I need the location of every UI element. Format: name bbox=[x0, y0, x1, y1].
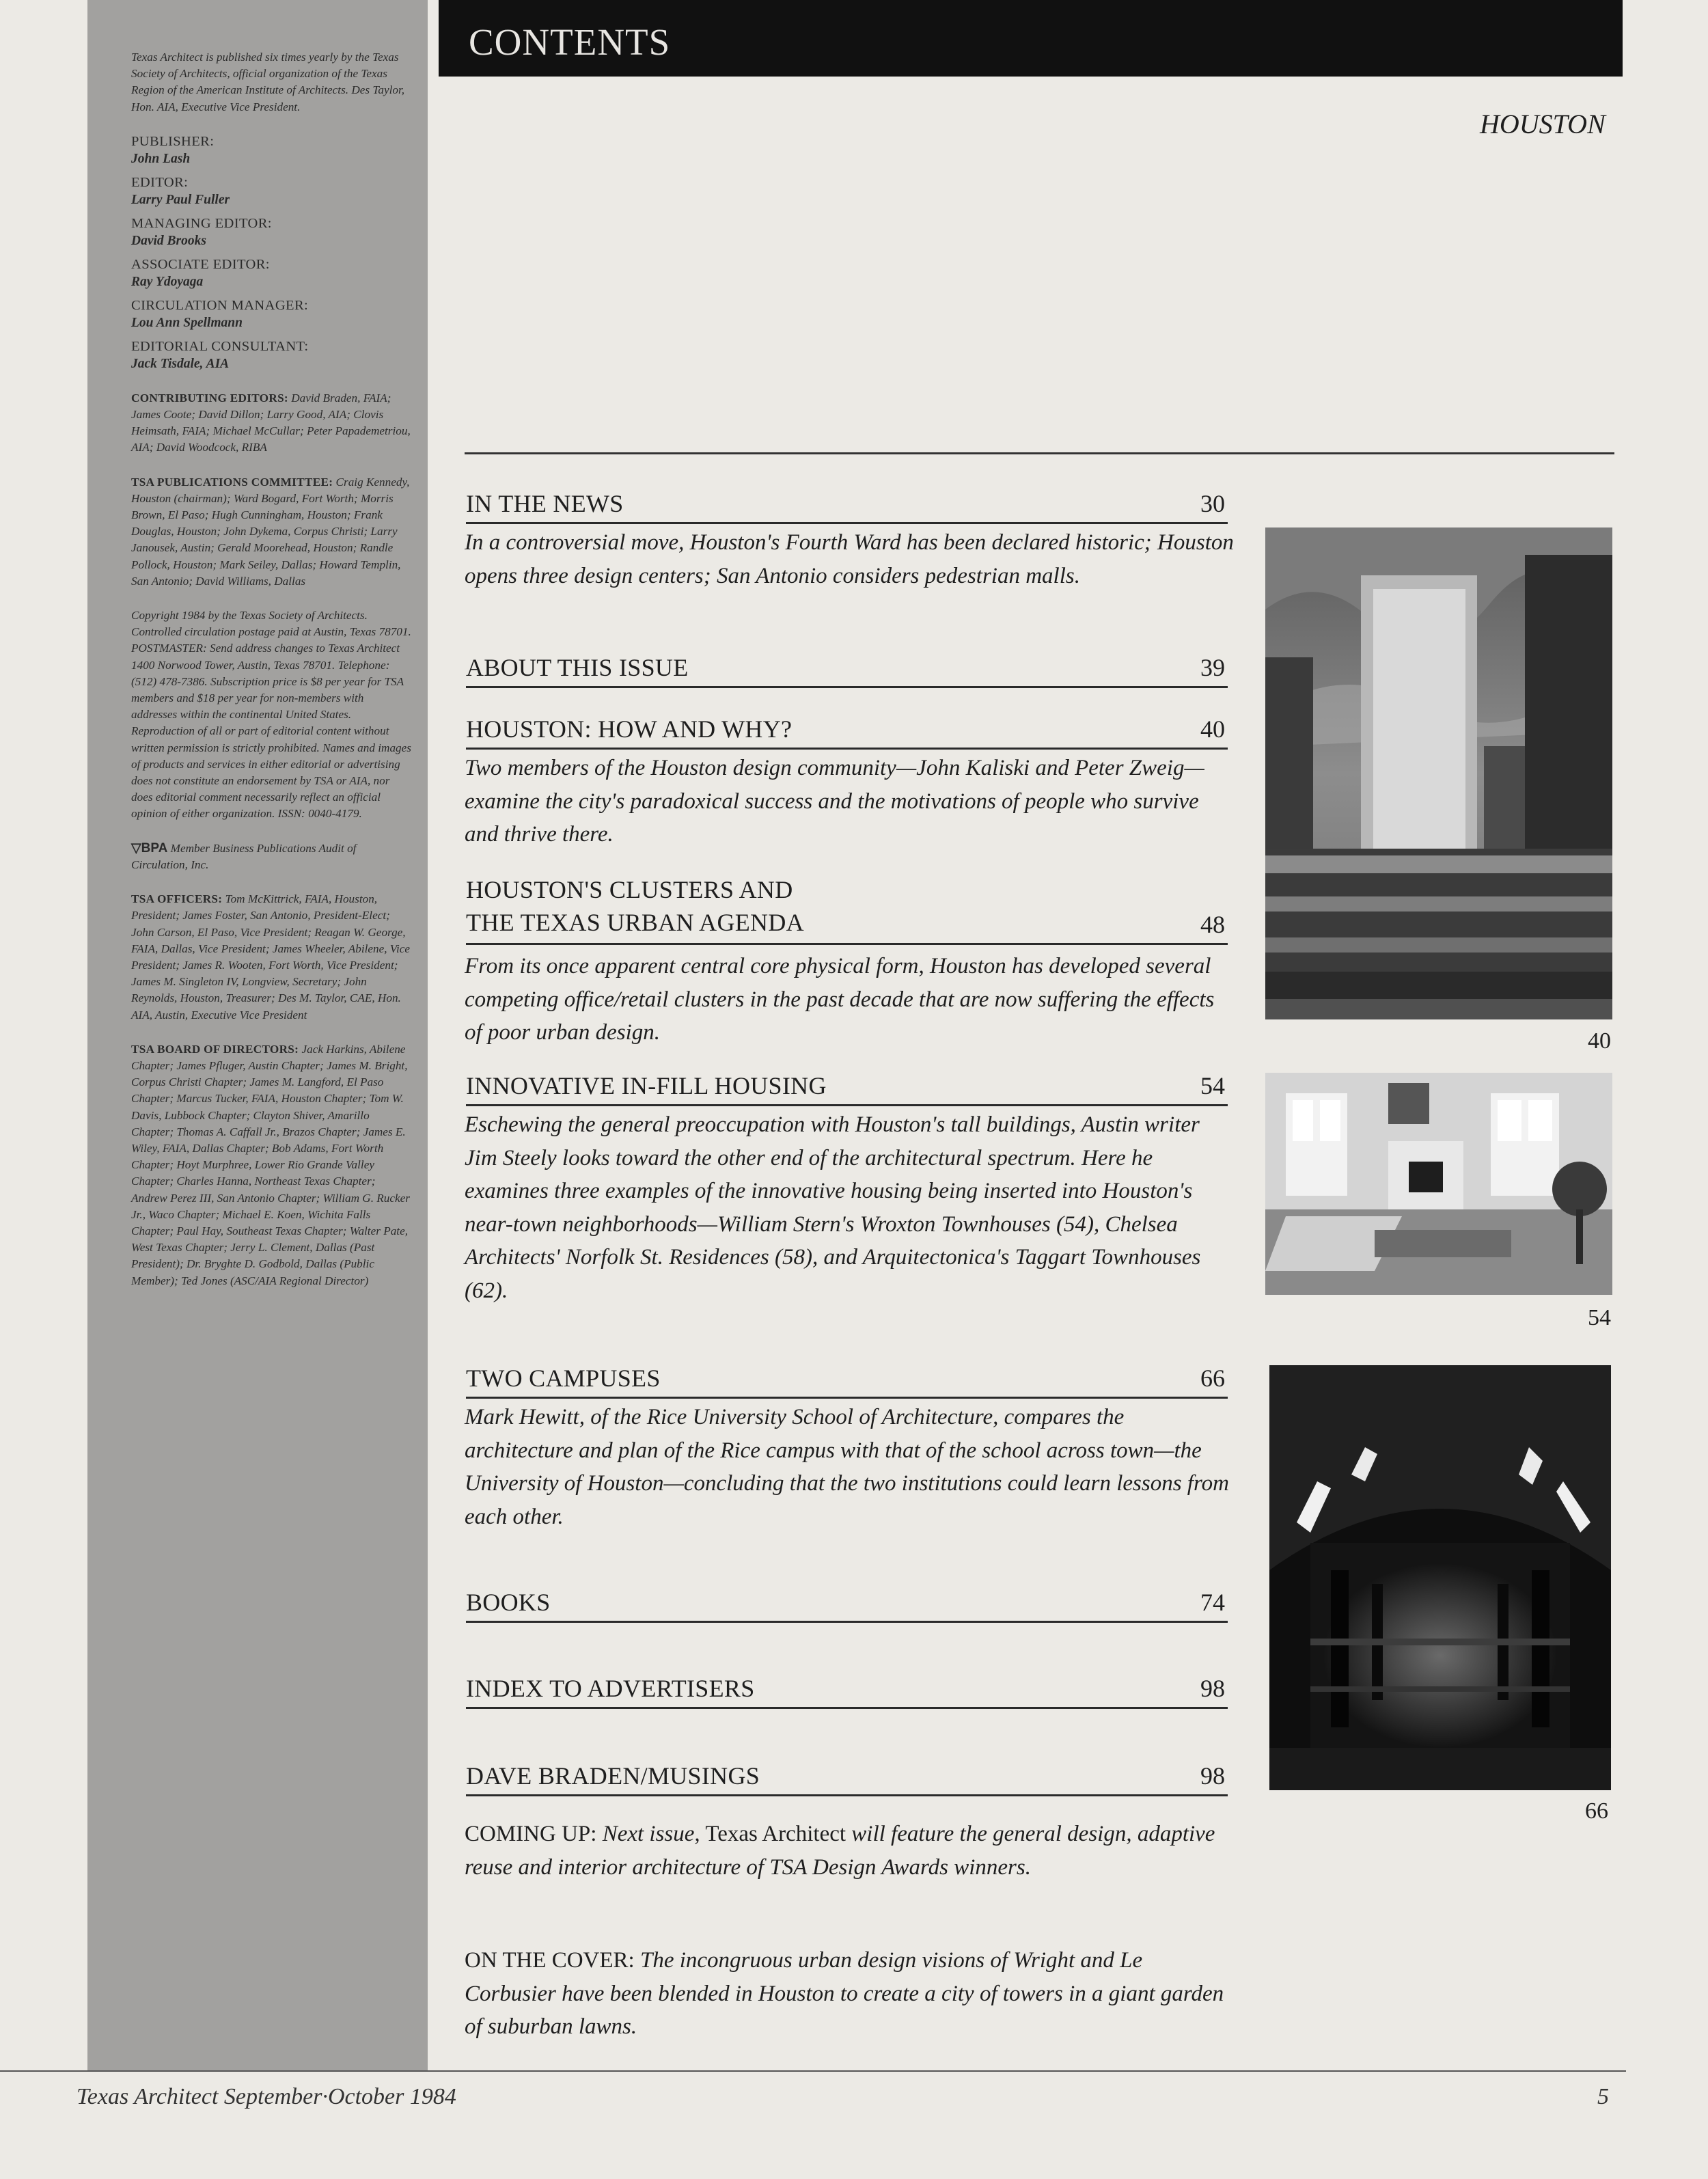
page-title: CONTENTS bbox=[469, 21, 671, 63]
entry-title: DAVE BRADEN/MUSINGS bbox=[466, 1762, 760, 1790]
cover-label: ON THE COVER: bbox=[465, 1948, 635, 1973]
footer-divider bbox=[0, 2070, 1626, 2072]
bpa-label: BPA bbox=[141, 840, 168, 855]
toc-entry-books[interactable] bbox=[466, 1584, 1228, 1623]
toc-entry-in-the-news[interactable] bbox=[466, 485, 1228, 524]
interior-image bbox=[1265, 1073, 1612, 1295]
arcade-image bbox=[1269, 1365, 1611, 1790]
entry-page-number: 66 bbox=[1200, 1365, 1225, 1392]
footer-publication: Texas Architect September·October 1984 bbox=[77, 2084, 456, 2109]
contributing-editors bbox=[131, 390, 411, 456]
entry-page-number: 39 bbox=[1200, 654, 1225, 681]
entry-title bbox=[466, 873, 804, 939]
committee-label: TSA PUBLICATIONS COMMITTEE: bbox=[131, 475, 333, 489]
masthead bbox=[131, 49, 411, 1307]
role-name: Lou Ann Spellmann bbox=[131, 315, 243, 330]
toc-entry-about-this-issue[interactable] bbox=[466, 649, 1228, 688]
contributing-names: David Braden, FAIA; James Coote; David Dillon; Larry Good, AIA; Clovis Heimsath, FAIA; Michael McCullar; Peter Papademetriou, AIA; David Woodcock, RIBA bbox=[131, 391, 411, 454]
magazine-name: Texas Architect bbox=[705, 1822, 846, 1846]
coming-up-note bbox=[465, 1818, 1237, 1884]
role-title: EDITORIAL CONSULTANT: bbox=[131, 338, 309, 354]
on-the-cover-note bbox=[465, 1944, 1237, 2044]
entry-title: INNOVATIVE IN-FILL HOUSING bbox=[466, 1072, 827, 1099]
toc-entry-houston-clusters[interactable] bbox=[466, 875, 1228, 945]
entry-description: Mark Hewitt, of the Rice University School of Architecture, compares the architecture and plan of the Rice campus with that of the school across town—the University of Houston—concluding that the two institutions could learn lessons from each other. bbox=[465, 1405, 1229, 1529]
entry-page-number: 40 bbox=[1200, 715, 1225, 743]
role-name: John Lash bbox=[131, 151, 191, 166]
photo-campus-arcade[interactable] bbox=[1269, 1365, 1611, 1790]
entry-page-number: 48 bbox=[1200, 911, 1225, 938]
photo-townhouse-interior[interactable] bbox=[1265, 1073, 1612, 1295]
role-title: MANAGING EDITOR: bbox=[131, 215, 272, 231]
role-title: ASSOCIATE EDITOR: bbox=[131, 256, 270, 272]
publications-committee bbox=[131, 474, 411, 590]
entry-page-number: 74 bbox=[1200, 1589, 1225, 1616]
officers-names: Tom McKittrick, FAIA, Houston, President; James Foster, San Antonio, President-Elect; John Carson, El Paso, Vice President; Reagan W. George, FAIA, Dallas, Vice President; James Wheeler, Abilene, Vice President; James R. Wooten, Fort Worth, Vice President; James M. Singleton IV, Longview, Secretary; John Reynolds, Houston, Treasurer; Des M. Taylor, CAE, Hon. AIA, Austin, Executive Vice President bbox=[131, 892, 411, 1022]
officers-label: TSA OFFICERS: bbox=[131, 892, 223, 906]
role-name: Jack Tisdale, AIA bbox=[131, 356, 230, 371]
copyright-notice: Copyright 1984 by the Texas Society of Architects. Controlled circulation postage paid at Austin, Texas 78701. POSTMASTER: Send address changes to Texas Architect 1400 Norwood Tower, Austin, Texas 78701. Telephone: (512) 478-7386. Subscription price is $8 per year for TSA members and $18 per year for non-members with addresses within the continental United States. Reproduction of all or part of editorial content without written permission is strictly prohibited. Names and images of products and services in either editorial or advertising does not constitute an endorsement by TSA or AIA, nor does editorial comment necessarily reflect an official opinion of either organization. ISSN: 0040-4179. bbox=[131, 609, 411, 821]
entry-description: Two members of the Houston design community—John Kaliski and Peter Zweig—examine the city's paradoxical success and the motivations of people who survive and thrive there. bbox=[465, 756, 1204, 847]
photo-caption: 54 bbox=[1588, 1305, 1611, 1330]
entry-title: TWO CAMPUSES bbox=[466, 1365, 661, 1392]
staff-list bbox=[131, 133, 411, 372]
entry-title: ABOUT THIS ISSUE bbox=[466, 654, 689, 681]
board-label: TSA BOARD OF DIRECTORS: bbox=[131, 1042, 299, 1056]
contributing-label: CONTRIBUTING EDITORS: bbox=[131, 391, 288, 405]
entry-title-line: THE TEXAS URBAN AGENDA bbox=[466, 909, 804, 936]
role-name: Ray Ydoyaga bbox=[131, 274, 204, 289]
toc-entry-index-to-advertisers[interactable] bbox=[466, 1670, 1228, 1709]
toc-entry-houston-how-and-why[interactable] bbox=[466, 711, 1228, 750]
page-number: 5 bbox=[1597, 2084, 1609, 2109]
coming-up-text: Next issue, bbox=[602, 1822, 700, 1846]
entry-page-number: 54 bbox=[1200, 1072, 1225, 1099]
toc-entry-two-campuses[interactable] bbox=[466, 1360, 1228, 1399]
entry-title: HOUSTON: HOW AND WHY? bbox=[466, 715, 793, 743]
role-title: EDITOR: bbox=[131, 174, 189, 190]
entry-title: IN THE NEWS bbox=[466, 490, 624, 517]
entry-page-number: 98 bbox=[1200, 1675, 1225, 1702]
toc-entry-dave-braden-musings[interactable] bbox=[466, 1757, 1228, 1796]
entry-page-number: 98 bbox=[1200, 1762, 1225, 1790]
entry-title-line: HOUSTON'S CLUSTERS AND bbox=[466, 876, 793, 903]
bpa-membership bbox=[131, 840, 411, 873]
role-title: CIRCULATION MANAGER: bbox=[131, 297, 309, 313]
issue-theme-label: HOUSTON bbox=[1480, 109, 1606, 139]
tsa-officers bbox=[131, 891, 411, 1024]
toc-entry-innovative-in-fill-housing[interactable] bbox=[466, 1067, 1228, 1106]
coming-up-label: COMING UP: bbox=[465, 1822, 597, 1846]
coming-up-text: will feature the general design, adaptive reuse and interior architecture of TSA Design Awards winners. bbox=[465, 1822, 1215, 1880]
entry-page-number: 30 bbox=[1200, 490, 1225, 517]
towers-image bbox=[1265, 527, 1612, 1019]
divider bbox=[465, 452, 1614, 454]
photo-caption: 66 bbox=[1585, 1798, 1608, 1824]
bpa-text: Member Business Publications Audit of Circulation, Inc. bbox=[131, 841, 357, 871]
entry-description: In a controversial move, Houston's Fourth Ward has been declared historic; Houston opens three design centers; San Antonio considers pedestrian malls. bbox=[465, 530, 1234, 588]
role-name: David Brooks bbox=[131, 233, 206, 248]
entry-description: From its once apparent central core physical form, Houston has developed several competing office/retail clusters in the past decade that are now suffering the effects of poor urban design. bbox=[465, 954, 1215, 1045]
photo-houston-towers[interactable] bbox=[1265, 527, 1612, 1019]
entry-description: Eschewing the general preoccupation with Houston's tall buildings, Austin writer Jim Steely looks toward the other end of the architectural spectrum. Here he examines three examples of the innovative housing being inserted into Houston's near-town neighborhoods—William Stern's Wroxton Townhouses (54), Chelsea Architects' Norfolk St. Residences (58), and Arquitectonica's Taggart Townhouses (62). bbox=[465, 1112, 1201, 1303]
cover-text: The incongruous urban design visions of Wright and Le Corbusier have been blended in Houston to create a city of towers in a giant garden of suburban lawns. bbox=[465, 1948, 1224, 2039]
masthead-intro: Texas Architect is published six times yearly by the Texas Society of Architects, official organization of the Texas Region of the American Institute of Architects. Des Taylor, Hon. AIA, Executive Vice President. bbox=[131, 51, 405, 113]
role-title: PUBLISHER: bbox=[131, 133, 215, 149]
role-name: Larry Paul Fuller bbox=[131, 192, 230, 207]
entry-title: BOOKS bbox=[466, 1589, 551, 1616]
board-of-directors bbox=[131, 1041, 411, 1289]
bpa-logo-icon: ▽ bbox=[131, 840, 141, 855]
committee-names: Craig Kennedy, Houston (chairman); Ward Bogard, Fort Worth; Morris Brown, El Paso; Hugh Cunningham, Houston; Frank Douglas, Houston; John Dykema, Corpus Christi; Larry Janousek, Austin; Gerald Moorehead, Houston; Randle Pollock, Houston; Mark Seiley, Dallas; Howard Templin, San Antonio; David Williams, Dallas bbox=[131, 475, 410, 588]
entry-title: INDEX TO ADVERTISERS bbox=[466, 1675, 755, 1702]
photo-caption: 40 bbox=[1588, 1028, 1611, 1054]
board-names: Jack Harkins, Abilene Chapter; James Pfluger, Austin Chapter; James M. Bright, Corpus Christi Chapter; James M. Langford, El Paso Chapter; Marcus Tucker, FAIA, Houston Chapter; Tom W. Davis, Lubbock Chapter; Clayton Shiver, Amarillo Chapter; Thomas A. Caffall Jr., Brazos Chapter; James E. Wiley, FAIA, Dallas Chapter; Bob Adams, Fort Worth Chapter; Hoyt Murphree, Lower Rio Grande Valley Chapter; Charles Hanna, Northeast Texas Chapter; Andrew Perez III, San Antonio Chapter; William G. Rucker Jr., Waco Chapter; Michael E. Koen, Wichita Falls Chapter; Paul Hay, Southeast Texas Chapter; Walter Pate, West Texas Chapter; Jerry L. Clement, Dallas (Past President); Dr. Bryghte D. Godbold, Dallas (Public Member); Ted Jones (ASC/AIA Regional Director) bbox=[131, 1042, 410, 1287]
